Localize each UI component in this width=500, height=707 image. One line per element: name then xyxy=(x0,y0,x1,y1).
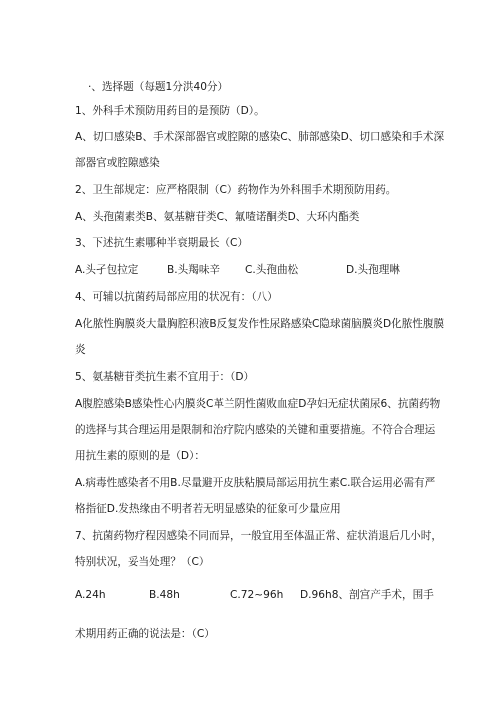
section-title: ·、选择题（每题1分洪40分） xyxy=(88,81,229,93)
answer-2: A、头孢菌素类B、氨基糖苷类C、氟喳诺酮类D、大环内酯类 xyxy=(75,211,360,223)
option-d: D.96h8、剖宫产手术，围手 xyxy=(300,589,434,601)
option-b: B.头羯味辛 xyxy=(167,264,221,276)
answer-5-line-1: A腹腔感染B感染性心内膜炎C革兰阴性菌败血症D孕妇无症状菌尿6、抗菌药物 xyxy=(75,398,441,410)
question-5: 5、氨基糖苷类抗生素不宜用于：（D） xyxy=(75,371,255,383)
option-c: C.72~96h xyxy=(230,589,284,601)
question-3-options xyxy=(75,263,415,277)
answer-6-line-2: 格指征D.发热缘由不明者若无明显感染的征象可少量应用 xyxy=(75,503,341,515)
option-a: A.24h xyxy=(75,589,106,601)
question-3: 3、下述抗生素哪种半衰期最长（C） xyxy=(75,237,249,249)
answer-5-line-3: 用抗生素的原则的是（D）： xyxy=(75,450,205,462)
answer-1-line-2: 部器官或腔隙感染 xyxy=(75,157,160,169)
question-4: 4、可辅以抗菌药局部应用的状况有：（八） xyxy=(75,291,278,303)
question-1: 1、外科手术预防用药目的是预防（D）。 xyxy=(75,105,265,117)
question-2: 2、卫生部规定：应严格限制（C）药物作为外科围手术期预防用药。 xyxy=(75,184,397,196)
question-7-line-2: 特别状况，妥当处理？（C） xyxy=(75,556,210,568)
answer-4-line-1: A化脓性胸膜炎大量胸腔积液B反复发作性尿路感染C隐球菌脑膜炎D化脓性腹膜 xyxy=(75,318,445,330)
answer-4-line-2: 炎 xyxy=(75,344,86,356)
question-7-options xyxy=(75,588,435,602)
option-a: A.头孑包拉定 xyxy=(75,264,139,276)
question-8: 术期用药正确的说法是：（C） xyxy=(75,628,215,640)
question-7-line-1: 7、抗菌药物疗程因感染不同而异，一般宜用至体温正常、症状消退后几小时， xyxy=(75,530,442,542)
option-c: C.头孢曲松 xyxy=(245,264,299,276)
option-b: B.48h xyxy=(149,589,180,601)
option-d: D.头孢理啉 xyxy=(346,264,400,276)
answer-1-line-1: A、切口感染B、手术深部器官或腔隙的感染C、肺部感染D、切口感染和手术深 xyxy=(75,131,445,143)
answer-5-line-2: 的选择与其合理运用是限制和治疗院内感染的关键和重要措施。不符合合理运 xyxy=(75,424,436,436)
answer-6-line-1: A.病毒性感染者不用B.尽量避开皮肤粘膜局部运用抗生素C.联合运用必需有严 xyxy=(75,477,436,489)
